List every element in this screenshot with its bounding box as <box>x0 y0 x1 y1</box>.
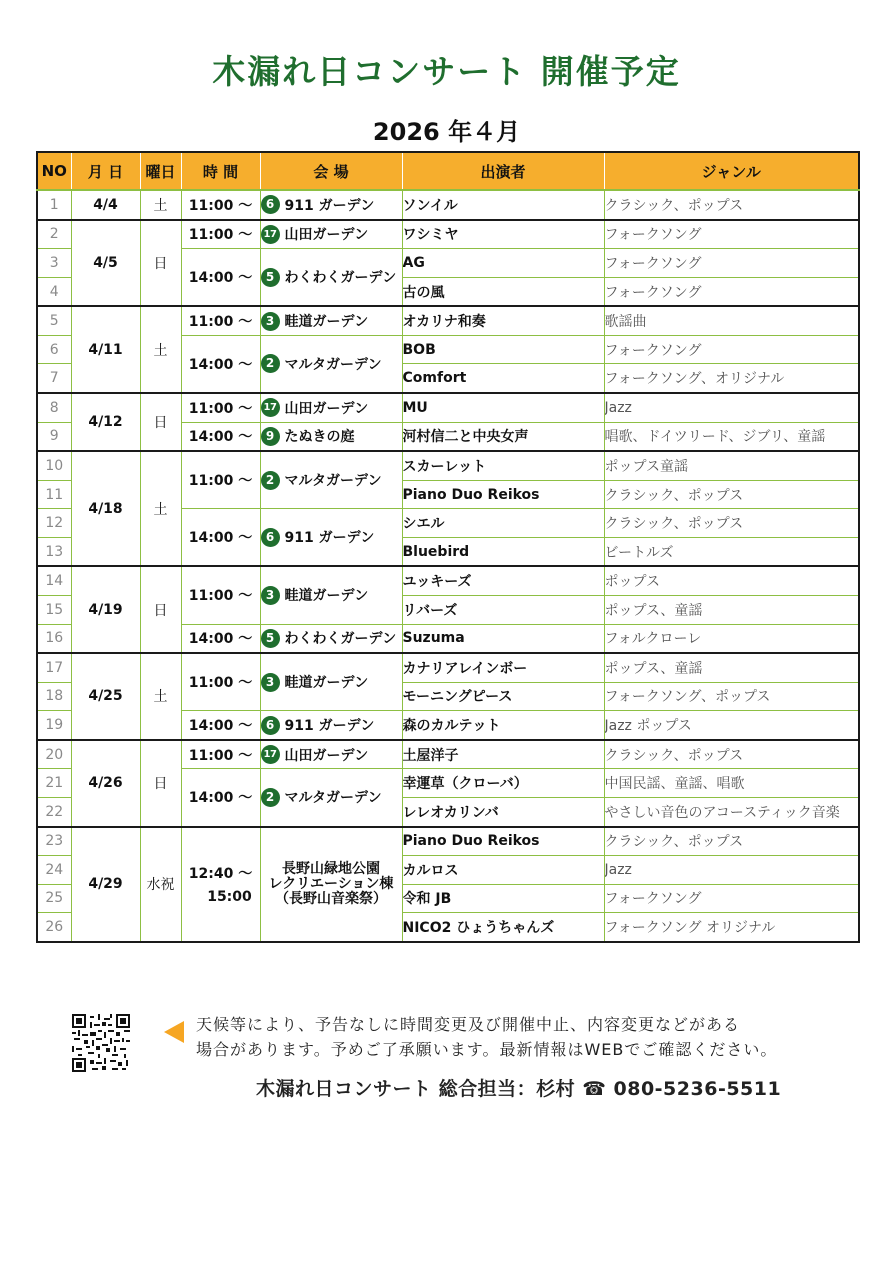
row-time: 14:00 〜 <box>181 711 260 740</box>
header-venue: 会 場 <box>260 152 402 190</box>
row-no: 5 <box>37 306 71 335</box>
row-genre: フォークソング <box>604 884 859 913</box>
row-no: 20 <box>37 740 71 769</box>
venue-number-badge: 2 <box>261 471 280 490</box>
row-no: 17 <box>37 653 71 682</box>
row-performer: カナリアレインボー <box>402 653 604 682</box>
schedule-table <box>36 151 860 943</box>
row-no: 23 <box>37 827 71 856</box>
row-genre: フォークソング <box>604 277 859 306</box>
row-performer: Suzuma <box>402 624 604 653</box>
venue-number-badge: 3 <box>261 586 280 605</box>
row-genre: ポップス <box>604 566 859 595</box>
header-no: NO <box>37 152 71 190</box>
row-venue <box>260 509 402 567</box>
row-performer: ユッキーズ <box>402 566 604 595</box>
venue-name: 911 ガーデン <box>284 197 375 214</box>
row-no: 14 <box>37 566 71 595</box>
row-date: 4/4 <box>71 190 140 220</box>
row-genre: Jazz <box>604 393 859 422</box>
venue-number-badge: 17 <box>261 745 280 764</box>
header-time: 時 間 <box>181 152 260 190</box>
row-genre: やさしい音色のアコースティック音楽 <box>604 797 859 826</box>
venue-name: 911 ガーデン <box>284 530 375 547</box>
row-time: 14:00 〜 <box>181 769 260 827</box>
row-no: 13 <box>37 537 71 566</box>
row-date: 4/5 <box>71 220 140 307</box>
row-performer: 令和 JB <box>402 884 604 913</box>
row-performer: モーニングピース <box>402 682 604 711</box>
row-date: 4/29 <box>71 827 140 942</box>
row-performer: BOB <box>402 335 604 364</box>
row-venue <box>260 451 402 509</box>
table-row <box>37 653 859 682</box>
venue-number-badge: 17 <box>261 225 280 244</box>
row-no: 25 <box>37 884 71 913</box>
row-no: 10 <box>37 451 71 480</box>
notice-line-2: 場合があります。予めご了承願います。最新情報はWEBでご確認ください。 <box>196 1040 778 1059</box>
row-genre: ポップス童謡 <box>604 451 859 480</box>
venue-name: わくわくガーデン <box>284 270 397 287</box>
header-date: 月 日 <box>71 152 140 190</box>
row-performer: Comfort <box>402 364 604 393</box>
row-performer: スカーレット <box>402 451 604 480</box>
row-venue <box>260 624 402 653</box>
table-row <box>37 393 859 422</box>
row-venue <box>260 220 402 249</box>
row-genre: クラシック、ポップス <box>604 509 859 538</box>
venue-name: わくわくガーデン <box>284 631 397 648</box>
triangle-left-icon <box>164 1021 184 1043</box>
venue-name: マルタガーデン <box>284 356 382 373</box>
row-day: 水祝 <box>140 827 181 942</box>
row-time: 11:00 〜 <box>181 306 260 335</box>
row-venue <box>260 653 402 711</box>
header-performer: 出演者 <box>402 152 604 190</box>
header-genre: ジャンル <box>604 152 859 190</box>
venue-name: 911 ガーデン <box>284 718 375 735</box>
header-day: 曜日 <box>140 152 181 190</box>
row-time: 14:00 〜 <box>181 249 260 307</box>
row-genre: 中国民謡、童謡、唱歌 <box>604 769 859 798</box>
row-genre: 唱歌、ドイツリード、ジブリ、童謡 <box>604 422 859 451</box>
row-performer: NICO2 ひょうちゃんズ <box>402 913 604 942</box>
row-genre: フォークソング オリジナル <box>604 913 859 942</box>
venue-number-badge: 17 <box>261 398 280 417</box>
row-genre: フォークソング <box>604 220 859 249</box>
row-performer: レレオカリンバ <box>402 797 604 826</box>
row-venue <box>260 306 402 335</box>
row-venue <box>260 393 402 422</box>
row-no: 7 <box>37 364 71 393</box>
row-time <box>181 827 260 942</box>
row-performer: 幸運草（クローバ） <box>402 769 604 798</box>
row-genre: フォルクローレ <box>604 624 859 653</box>
contact-info: 木漏れ日コンサート 総合担当：杉村 ☎ 080-5236-5511 <box>256 1078 782 1100</box>
row-performer: シエル <box>402 509 604 538</box>
row-venue <box>260 566 402 624</box>
end-time: 15:00 <box>207 889 252 906</box>
row-day: 土 <box>140 653 181 740</box>
row-day: 日 <box>140 220 181 307</box>
row-genre: クラシック、ポップス <box>604 190 859 220</box>
row-time: 11:00 〜 <box>181 393 260 422</box>
notice-line-1: 天候等により、予告なしに時間変更及び開催中止、内容変更などがある <box>196 1015 741 1034</box>
row-day: 土 <box>140 451 181 566</box>
table-header-row <box>37 152 859 190</box>
venue-number-badge: 3 <box>261 673 280 692</box>
table-row <box>37 220 859 249</box>
row-genre: クラシック、ポップス <box>604 827 859 856</box>
row-no: 3 <box>37 249 71 278</box>
row-venue <box>260 190 402 220</box>
row-venue <box>260 827 402 942</box>
row-date: 4/25 <box>71 653 140 740</box>
table-row <box>37 566 859 595</box>
row-time: 11:00 〜 <box>181 566 260 624</box>
row-date: 4/12 <box>71 393 140 451</box>
row-time: 11:00 〜 <box>181 653 260 711</box>
row-genre: ポップス、童謡 <box>604 596 859 625</box>
qr-code-icon[interactable] <box>72 1014 130 1072</box>
row-performer: 河村信二と中央女声 <box>402 422 604 451</box>
month-subtitle: 2026 年４月 <box>372 118 521 146</box>
row-date: 4/18 <box>71 451 140 566</box>
row-venue <box>260 249 402 307</box>
row-no: 21 <box>37 769 71 798</box>
venue-number-badge: 6 <box>261 195 280 214</box>
row-venue <box>260 711 402 740</box>
row-date: 4/19 <box>71 566 140 653</box>
row-genre: ビートルズ <box>604 537 859 566</box>
row-venue <box>260 769 402 827</box>
venue-name: 畦道ガーデン <box>284 675 369 692</box>
row-genre: フォークソング、オリジナル <box>604 364 859 393</box>
row-time: 11:00 〜 <box>181 220 260 249</box>
table-row <box>37 451 859 480</box>
row-performer: MU <box>402 393 604 422</box>
row-venue <box>260 422 402 451</box>
row-no: 24 <box>37 856 71 885</box>
row-performer: 古の風 <box>402 277 604 306</box>
row-no: 4 <box>37 277 71 306</box>
venue-name: 畦道ガーデン <box>284 588 369 605</box>
row-performer: カルロス <box>402 856 604 885</box>
venue-name: マルタガーデン <box>284 790 382 807</box>
row-venue <box>260 740 402 769</box>
row-no: 9 <box>37 422 71 451</box>
table-row <box>37 306 859 335</box>
row-performer: ソンイル <box>402 190 604 220</box>
table-row <box>37 740 859 769</box>
row-performer: Bluebird <box>402 537 604 566</box>
row-time: 14:00 〜 <box>181 335 260 393</box>
row-day: 土 <box>140 190 181 220</box>
row-genre: ポップス、童謡 <box>604 653 859 682</box>
page-title: 木漏れ日コンサート 開催予定 <box>212 52 681 91</box>
venue-name: たぬきの庭 <box>284 429 355 446</box>
notice-text <box>196 1012 856 1062</box>
row-time: 11:00 〜 <box>181 740 260 769</box>
venue-number-badge: 2 <box>261 788 280 807</box>
venue-name: 畦道ガーデン <box>284 314 369 331</box>
row-genre: クラシック、ポップス <box>604 480 859 509</box>
row-genre: Jazz ポップス <box>604 711 859 740</box>
row-no: 15 <box>37 596 71 625</box>
venue-name: 山田ガーデン <box>284 400 369 417</box>
venue-number-badge: 6 <box>261 716 280 735</box>
row-time: 14:00 〜 <box>181 509 260 567</box>
venue-name: マルタガーデン <box>284 473 382 490</box>
row-performer: ワシミヤ <box>402 220 604 249</box>
row-day: 日 <box>140 566 181 653</box>
row-no: 2 <box>37 220 71 249</box>
row-no: 12 <box>37 509 71 538</box>
row-no: 16 <box>37 624 71 653</box>
row-performer: 森のカルテット <box>402 711 604 740</box>
start-time: 12:40 〜 <box>188 866 253 883</box>
table-row <box>37 827 859 856</box>
row-no: 26 <box>37 913 71 942</box>
row-no: 19 <box>37 711 71 740</box>
venue-number-badge: 6 <box>261 528 280 547</box>
venue-name: 山田ガーデン <box>284 747 369 764</box>
row-performer: リバーズ <box>402 596 604 625</box>
row-no: 6 <box>37 335 71 364</box>
row-no: 11 <box>37 480 71 509</box>
row-genre: フォークソング <box>604 335 859 364</box>
venue-line-2: レクリエーション棟 <box>268 875 394 892</box>
row-genre: フォークソング、ポップス <box>604 682 859 711</box>
venue-number-badge: 9 <box>261 427 280 446</box>
row-genre: 歌謡曲 <box>604 306 859 335</box>
venue-line-1: 長野山緑地公園 <box>282 860 380 877</box>
row-performer: Piano Duo Reikos <box>402 480 604 509</box>
venue-name: 山田ガーデン <box>284 227 369 244</box>
row-time: 11:00 〜 <box>181 451 260 509</box>
row-day: 日 <box>140 393 181 451</box>
venue-number-badge: 2 <box>261 354 280 373</box>
venue-number-badge: 3 <box>261 312 280 331</box>
venue-number-badge: 5 <box>261 268 280 287</box>
row-performer: Piano Duo Reikos <box>402 827 604 856</box>
row-time: 14:00 〜 <box>181 624 260 653</box>
row-no: 18 <box>37 682 71 711</box>
row-time: 14:00 〜 <box>181 422 260 451</box>
row-performer: オカリナ和奏 <box>402 306 604 335</box>
row-no: 1 <box>37 190 71 220</box>
table-row <box>37 190 859 220</box>
row-genre: Jazz <box>604 856 859 885</box>
venue-number-badge: 5 <box>261 629 280 648</box>
row-performer: 土屋洋子 <box>402 740 604 769</box>
row-day: 日 <box>140 740 181 827</box>
row-day: 土 <box>140 306 181 393</box>
row-date: 4/11 <box>71 306 140 393</box>
row-genre: クラシック、ポップス <box>604 740 859 769</box>
row-date: 4/26 <box>71 740 140 827</box>
row-performer: AG <box>402 249 604 278</box>
row-time: 11:00 〜 <box>181 190 260 220</box>
row-venue <box>260 335 402 393</box>
row-no: 22 <box>37 797 71 826</box>
row-no: 8 <box>37 393 71 422</box>
row-genre: フォークソング <box>604 249 859 278</box>
venue-line-3: （長野山音楽祭） <box>275 890 387 907</box>
